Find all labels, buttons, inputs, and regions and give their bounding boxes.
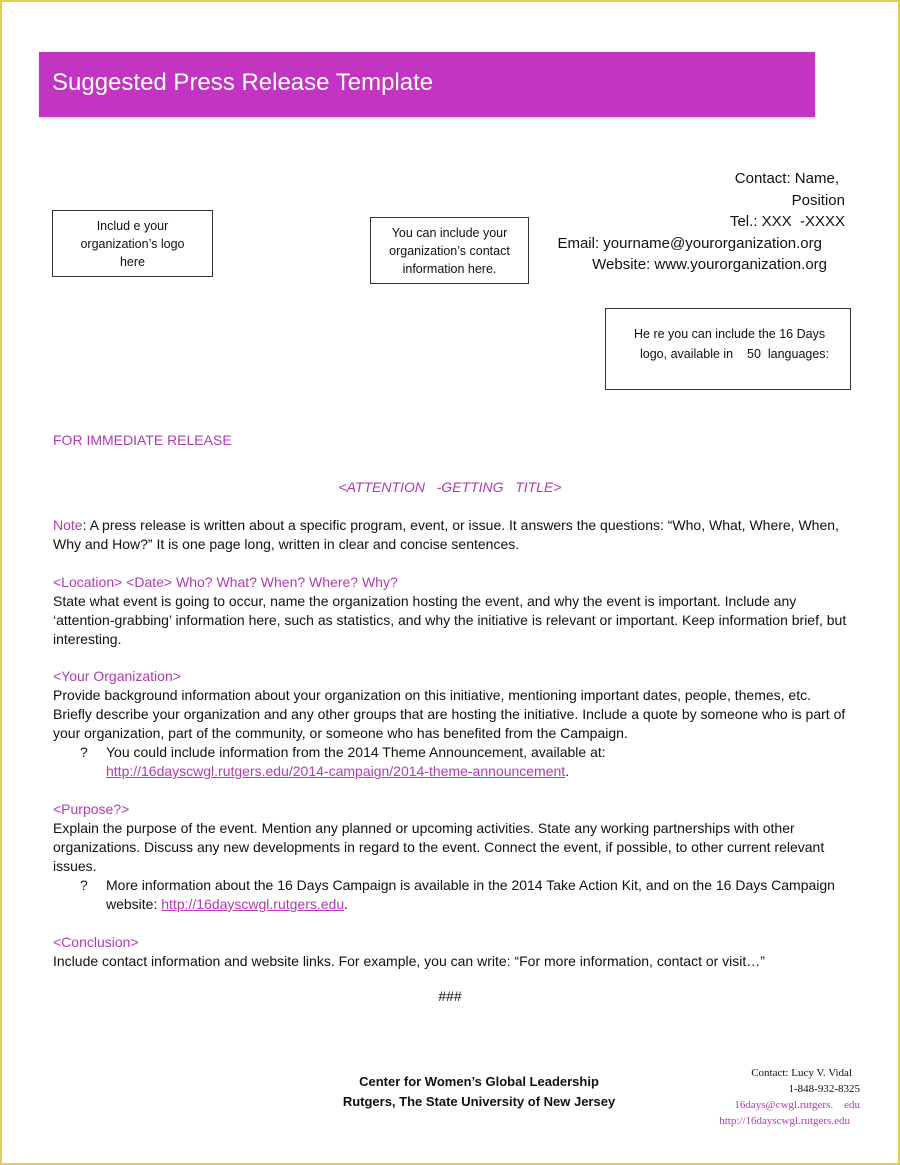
bullet-text: You could include information from the 2014 Theme Announcement, available at: [106,744,606,760]
contact-placeholder-box [370,217,529,284]
footer-organization [340,1072,618,1112]
conclusion-section [53,933,853,971]
header-banner [39,52,815,117]
logo-placeholder-box [52,210,213,277]
end-mark: ### [438,988,462,1004]
bullet-text: More information about the 16 Days Campaign is available in the 2014 Take Action Kit, and on the 16 Days Campaign website: [106,877,835,912]
purpose-text: Explain the purpose of the event. Mention any planned or upcoming activities. State any working partnerships with other organizations. Discuss any new developments in regard to the event. Connect the event, if possible, to other current relevant issues. [53,820,825,874]
footer-org-line: Rutgers, The State University of New Jersey [342,1094,616,1109]
location-text: State what event is going to occur, name the organization hosting the event, and why the event is important. Include any ‘attention-grabbing’ information here, such as statistics, and why the initiative is relevant or important. Keep information brief, but interesting. [53,593,847,647]
contact-box-line: information here. [402,261,497,276]
note-label: Note [53,517,83,533]
contact-name: Contact: Name, [734,170,839,187]
campaign-website-link[interactable]: http://16dayscwgl.rutgers.edu [161,896,345,912]
logo-box-line: here [119,254,145,269]
organization-bullet [53,743,853,781]
note-paragraph [53,516,853,554]
purpose-bullet [53,876,853,914]
bullet-end: . [344,896,349,912]
location-section [53,573,853,649]
days-logo-placeholder-box [605,308,851,390]
days-box-line: logo, available in 50 languages: [640,347,830,361]
organization-section [53,667,853,781]
bullet-mark: ? [80,744,88,760]
footer-website[interactable]: http://16dayscwgl.rutgers.edu [719,1115,850,1127]
contact-box-line: You can include your [391,225,508,240]
purpose-section [53,800,853,914]
bullet-mark: ? [80,877,88,893]
purpose-heading: <Purpose?> [53,801,130,817]
release-label: FOR IMMEDIATE RELEASE [53,432,232,448]
note-text: : A press release is written about a specific program, event, or issue. It answers the questions: “Who, What, Where, When, Why and How?” It is one page long, written in clear and concise sentences. [53,517,839,552]
location-heading: <Location> <Date> Who? What? When? Where? Why? [53,574,398,590]
organization-heading: <Your Organization> [53,668,181,684]
organization-text: Provide background information about your organization on this initiative, mentioning important dates, people, themes, etc. Briefly describe your organization and any other groups that are hosting the initiative. Include a quote by someone who is part of your organization, part of the community, or someone who has benefited from the Campaign. [53,687,846,741]
footer-contact [719,1065,860,1129]
conclusion-text: Include contact information and website links. For example, you can write: “For more information, contact or visit…” [53,953,765,969]
contact-email: Email: yourname@yourorganization.org [557,234,822,252]
footer-contact-name: Contact: Lucy V. Vidal [751,1067,852,1079]
contact-box-line: organization’s contact [389,243,510,258]
contact-tel: Tel.: XXX -XXXX [729,213,845,230]
bullet-end: . [565,763,570,779]
footer-phone: 1-848-932-8325 [788,1083,860,1095]
logo-box-line: organization’s logo [80,236,185,251]
footer-email[interactable]: 16days@cwgl.rutgers. edu [734,1099,860,1111]
contact-info-block [557,168,845,276]
logo-box-line: Includ e your [96,218,169,233]
contact-position: Position [791,191,845,209]
contact-website: Website: www.yourorganization.org [592,256,827,273]
theme-announcement-link[interactable]: http://16dayscwgl.rutgers.edu/2014-campaign/2014-theme-announcement [106,763,566,779]
attention-title: <ATTENTION -GETTING TITLE> [338,479,562,495]
footer-org-line: Center for Women’s Global Leadership [359,1074,599,1089]
days-box-line: He re you can include the 16 Days [634,327,826,341]
conclusion-heading: <Conclusion> [53,934,139,950]
page-title: Suggested Press Release Template [52,69,434,96]
